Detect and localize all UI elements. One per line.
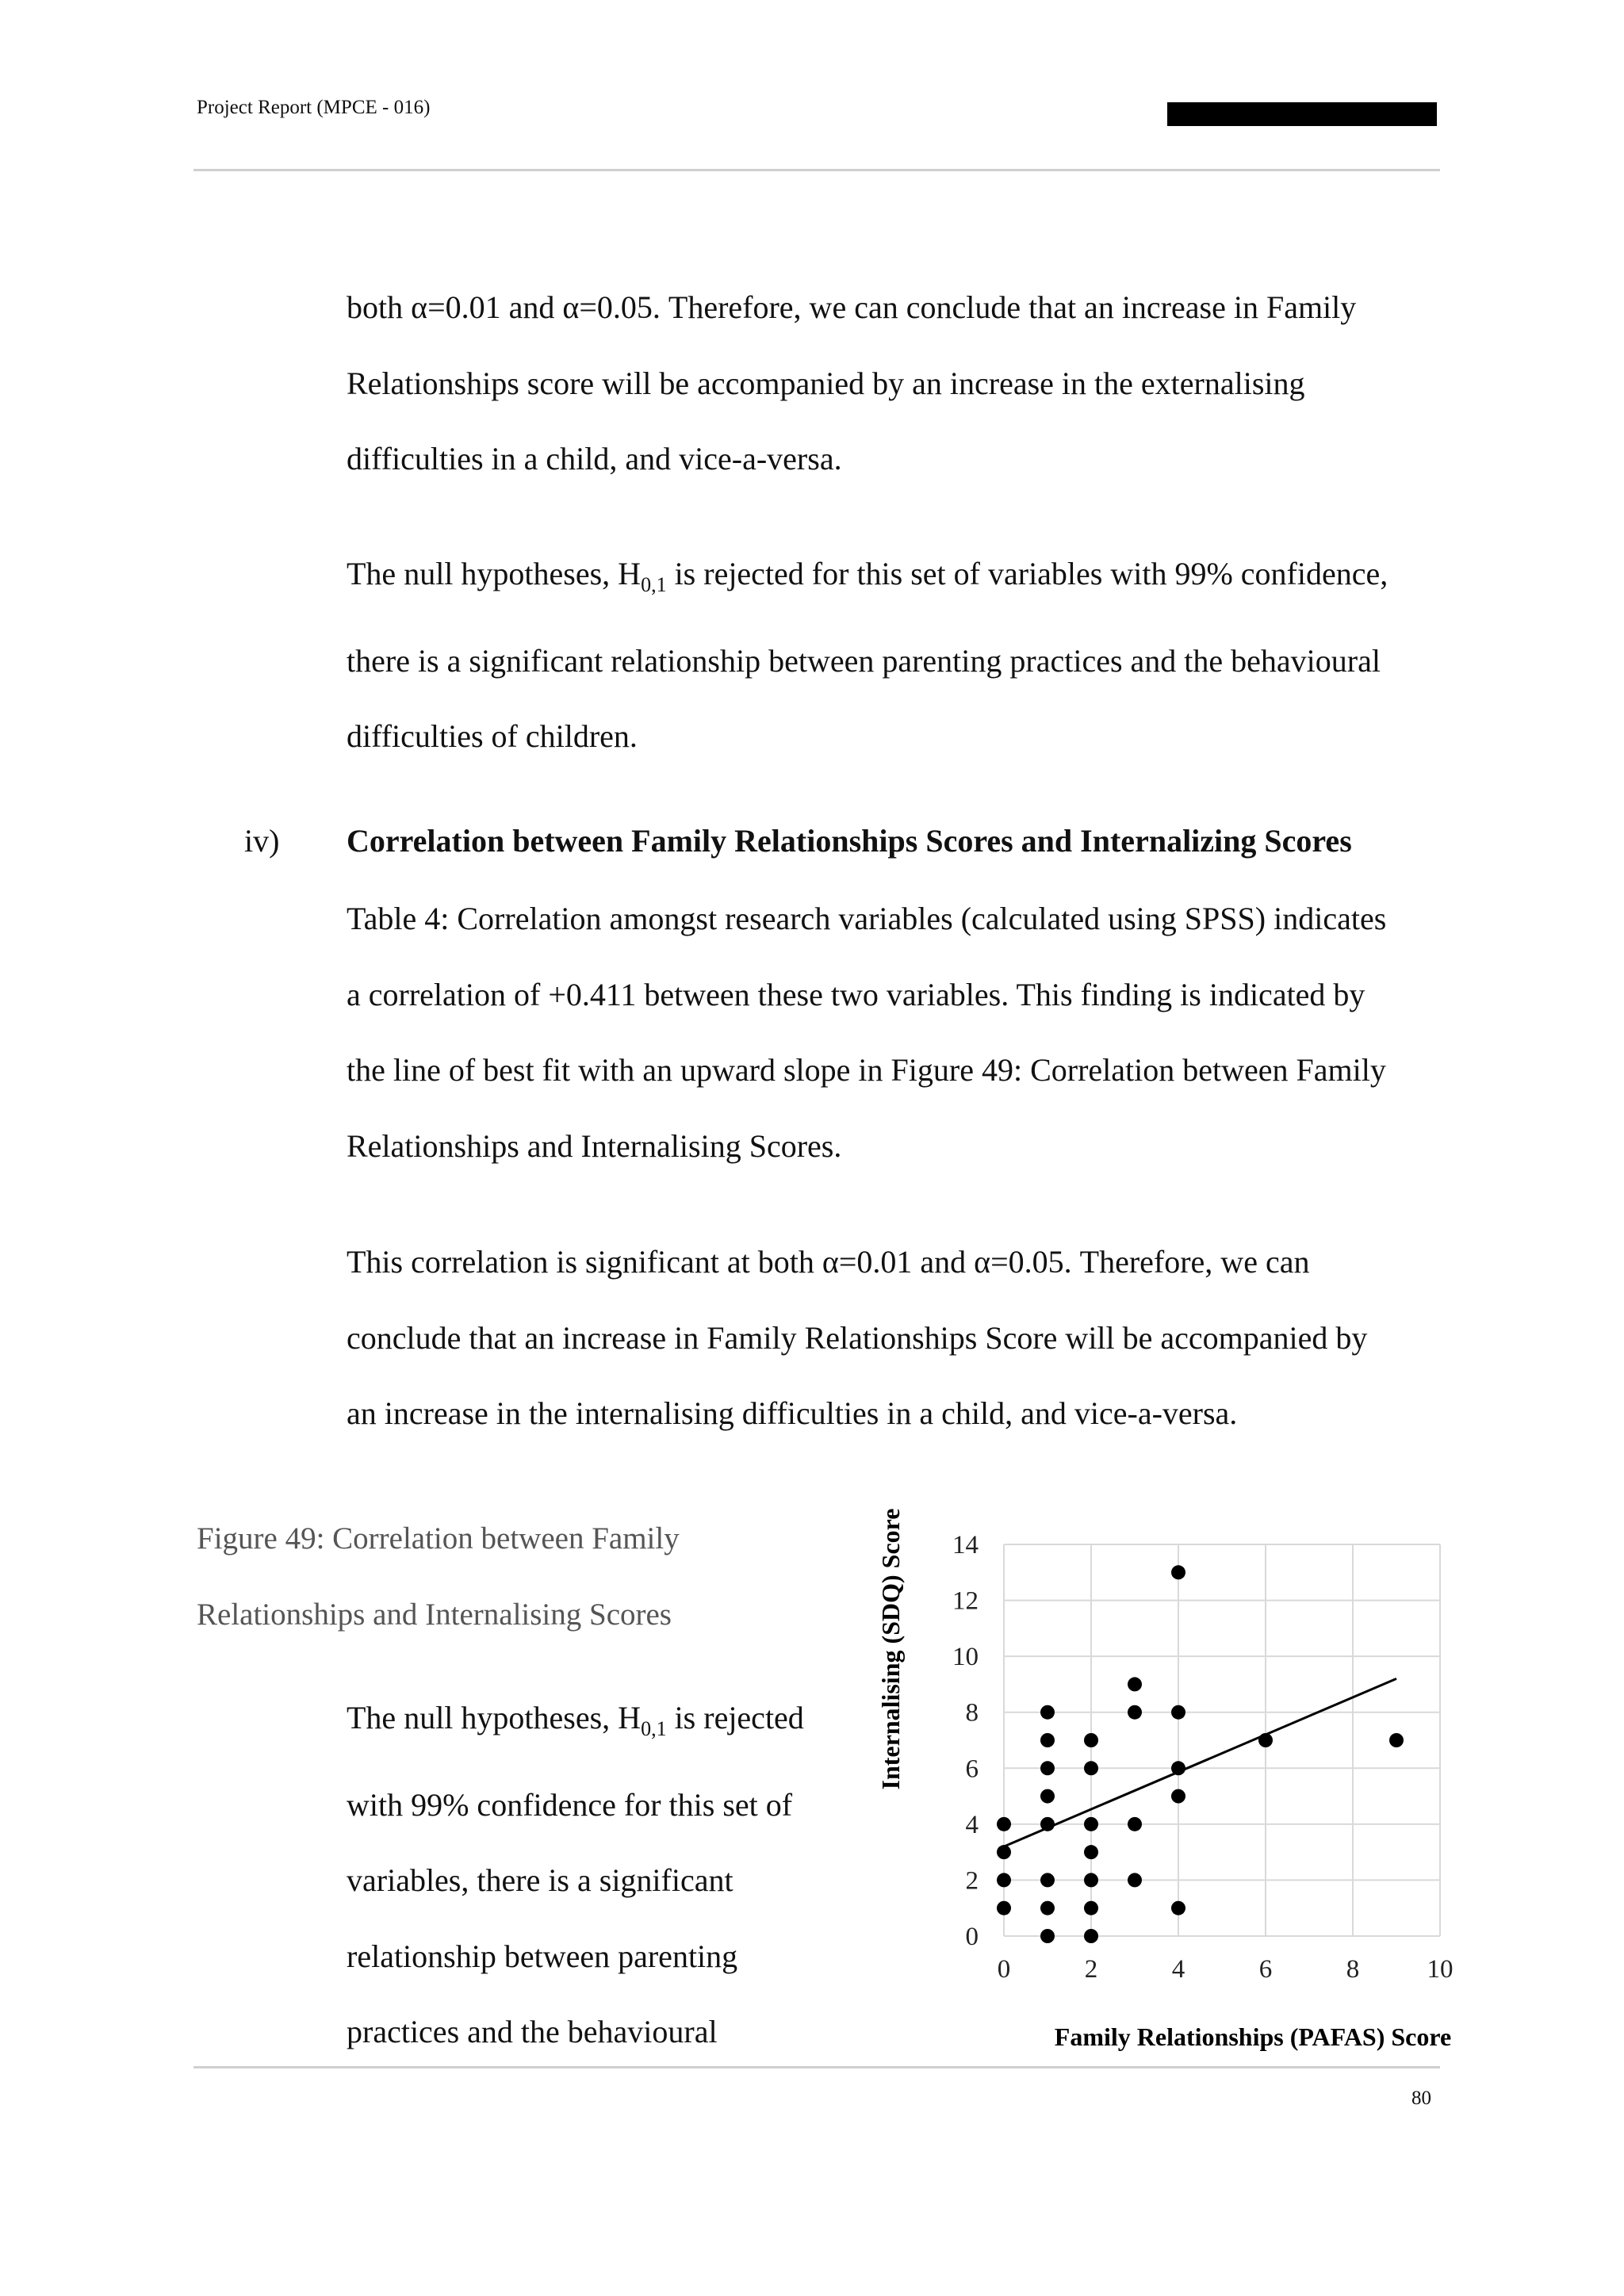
data-point bbox=[1084, 1845, 1098, 1859]
text-line: difficulties in a child, and vice-a-versa. bbox=[347, 441, 842, 476]
y-tick-label: 10 bbox=[952, 1643, 979, 1672]
y-axis-label: Internalising (SDQ) Score bbox=[876, 1508, 905, 1790]
data-point bbox=[1128, 1705, 1142, 1720]
footer-divider bbox=[193, 2066, 1440, 2068]
data-point bbox=[1084, 1733, 1098, 1747]
data-points bbox=[997, 1565, 1404, 1943]
running-header-title: Project Report (MPCE - 016) bbox=[197, 97, 431, 118]
data-point bbox=[1084, 1929, 1098, 1943]
data-point bbox=[997, 1873, 1011, 1887]
data-point bbox=[997, 1845, 1011, 1859]
data-point bbox=[997, 1817, 1011, 1831]
text-line bbox=[347, 536, 1457, 623]
trendline bbox=[1004, 1678, 1396, 1846]
data-point bbox=[1040, 1929, 1055, 1943]
x-tick-label: 10 bbox=[1427, 1955, 1454, 1984]
data-point bbox=[1040, 1733, 1055, 1747]
figure-caption bbox=[197, 1501, 894, 1652]
data-point bbox=[1040, 1901, 1055, 1915]
data-point bbox=[1084, 1901, 1098, 1915]
text-line: Relationships score will be accompanied by an increase in the externalising bbox=[347, 365, 1305, 401]
y-tick-label: 6 bbox=[965, 1755, 979, 1784]
text-line: there is a significant relationship between parenting practices and the behavioural bbox=[347, 642, 1381, 679]
text-line: both α=0.01 and α=0.05. Therefore, we can conclude that an increase in Family bbox=[347, 289, 1357, 325]
text-line: an increase in the internalising difficulties in a child, and vice-a-versa. bbox=[347, 1395, 1238, 1431]
text-line: the line of best fit with an upward slope in Figure 49: Correlation between Family bbox=[347, 1052, 1386, 1088]
text-fragment: The null hypotheses, H bbox=[347, 1700, 642, 1735]
y-tick-label: 8 bbox=[965, 1698, 979, 1728]
data-point bbox=[1171, 1565, 1185, 1579]
text-fragment: is rejected bbox=[666, 1700, 804, 1735]
text-fragment: is rejected for this set of variables with 99% confidence, bbox=[666, 556, 1388, 591]
data-point bbox=[1084, 1817, 1098, 1831]
text-fragment: The null hypotheses, H bbox=[347, 556, 642, 591]
caption-line: Relationships and Internalising Scores bbox=[197, 1597, 672, 1632]
x-tick-label: 4 bbox=[1171, 1955, 1185, 1984]
text-line: This correlation is significant at both α=0.01 and α=0.05. Therefore, we can bbox=[347, 1244, 1310, 1280]
data-point bbox=[1040, 1873, 1055, 1887]
y-tick-label: 12 bbox=[952, 1586, 979, 1616]
paragraph-correlation-description bbox=[347, 881, 1457, 1184]
data-point bbox=[1040, 1761, 1055, 1775]
data-point bbox=[1128, 1817, 1142, 1831]
paragraph-conclusion-externalising bbox=[347, 270, 1457, 497]
text-line: variables, there is a significant bbox=[347, 1862, 733, 1898]
y-tick-label: 4 bbox=[965, 1810, 979, 1839]
data-point bbox=[1084, 1873, 1098, 1887]
page-number: 80 bbox=[1411, 2087, 1431, 2109]
data-point bbox=[1128, 1677, 1142, 1691]
x-tick-label: 2 bbox=[1084, 1955, 1098, 1984]
paragraph-significance bbox=[347, 1224, 1457, 1452]
text-line: difficulties of children. bbox=[347, 718, 638, 754]
caption-line: Figure 49: Correlation between Family bbox=[197, 1521, 680, 1556]
chart-grid bbox=[1004, 1544, 1440, 1936]
scatter-chart bbox=[856, 1490, 1491, 2077]
paragraph-null-hypothesis-side bbox=[347, 1680, 854, 2070]
data-point bbox=[1171, 1901, 1185, 1915]
data-point bbox=[1040, 1705, 1055, 1720]
section-number: iv) bbox=[244, 823, 280, 859]
data-point bbox=[1171, 1789, 1185, 1804]
data-point bbox=[997, 1901, 1011, 1915]
text-line: a correlation of +0.411 between these two variables. This finding is indicated by bbox=[347, 976, 1365, 1012]
y-tick-label: 14 bbox=[952, 1531, 979, 1559]
text-line: practices and the behavioural bbox=[347, 2014, 718, 2049]
text-line: with 99% confidence for this set of bbox=[347, 1786, 793, 1823]
subscript: 0,1 bbox=[641, 573, 667, 596]
data-point bbox=[1040, 1789, 1055, 1804]
data-point bbox=[1084, 1761, 1098, 1775]
y-tick-label: 0 bbox=[965, 1923, 979, 1951]
x-tick-labels bbox=[998, 1955, 1454, 1984]
text-line: relationship between parenting bbox=[347, 1938, 738, 1974]
section-heading: Correlation between Family Relationships Scores and Internalizing Scores bbox=[347, 823, 1352, 859]
x-tick-label: 0 bbox=[997, 1955, 1011, 1984]
data-point bbox=[1389, 1733, 1404, 1747]
text-line: Table 4: Correlation amongst research variables (calculated using SPSS) indicates bbox=[347, 901, 1387, 936]
text-line: conclude that an increase in Family Relationships Score will be accompanied by bbox=[347, 1319, 1368, 1356]
x-tick-label: 6 bbox=[1258, 1955, 1273, 1984]
header-divider bbox=[193, 169, 1440, 171]
data-point bbox=[1128, 1873, 1142, 1887]
subscript: 0,1 bbox=[641, 1717, 667, 1740]
text-line: Relationships and Internalising Scores. bbox=[347, 1127, 842, 1164]
x-axis-label: Family Relationships (PAFAS) Score bbox=[1054, 2022, 1452, 2051]
text-line bbox=[347, 1680, 854, 1767]
data-point bbox=[1171, 1705, 1185, 1720]
redaction-bar bbox=[1167, 102, 1437, 126]
x-tick-label: 8 bbox=[1346, 1955, 1360, 1984]
y-tick-labels bbox=[952, 1531, 979, 1951]
y-tick-label: 2 bbox=[965, 1866, 979, 1896]
paragraph-null-hypothesis bbox=[347, 536, 1457, 775]
